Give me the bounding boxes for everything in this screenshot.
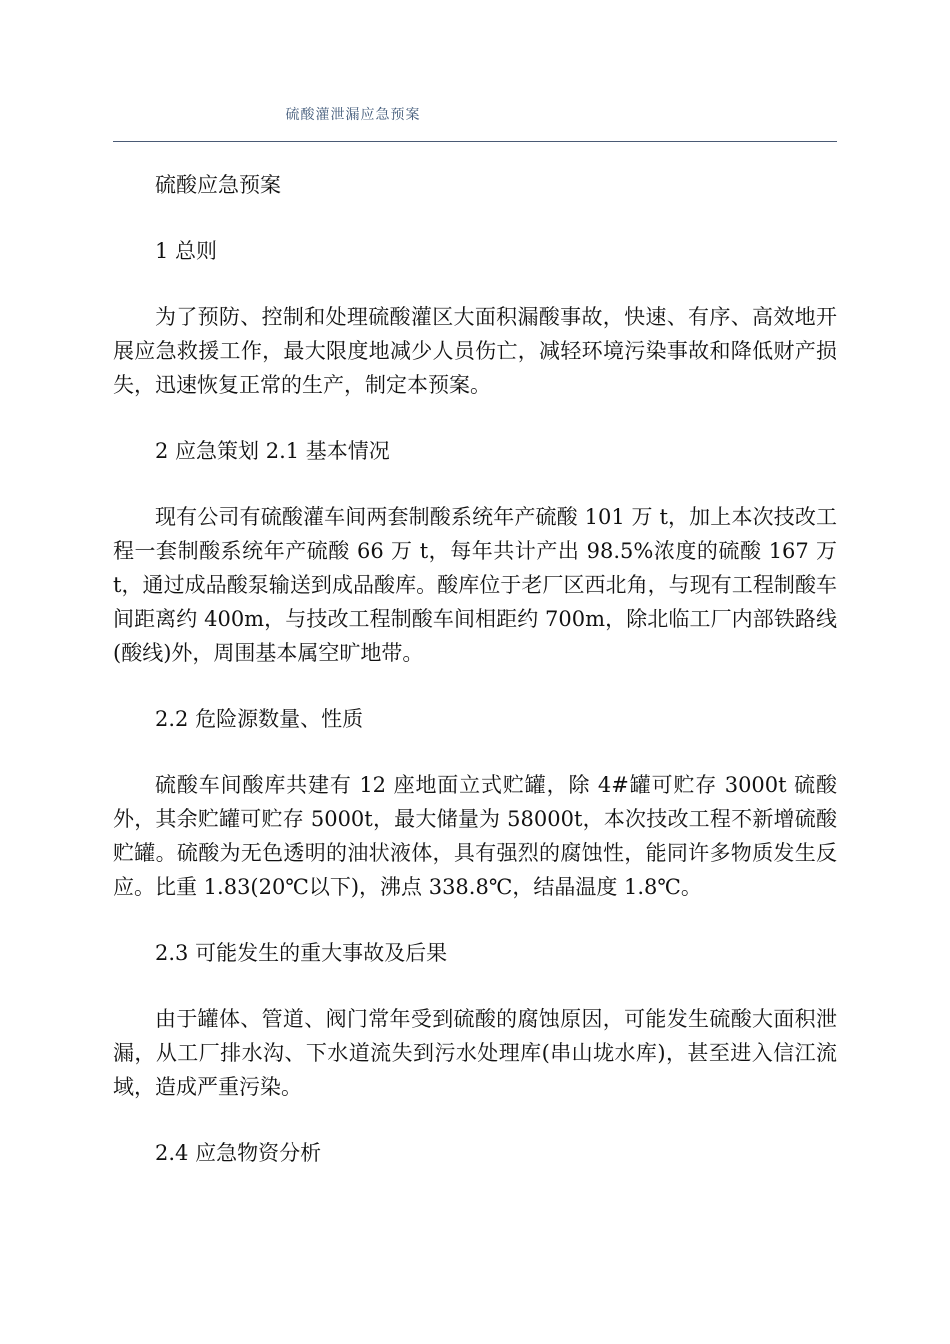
paragraph-general: 为了预防、控制和处理硫酸灌区大面积漏酸事故，快速、有序、高效地开展应急救援工作，最大限度地减少人员伤亡，减轻环境污染事故和降低财产损失，迅速恢复正常的生产，制定本预案。 xyxy=(113,305,837,397)
page-header xyxy=(113,0,837,143)
paragraph-hazard-source: 硫酸车间酸库共建有 12 座地面立式贮罐，除 4#罐可贮存 3000t 硫酸外，其余贮罐可贮存 5000t，最大储量为 58000t，本次技改工程不新增硫酸贮罐。硫酸为无色透明的油状液体，具有强烈的腐蚀性，能同许多物质发生反应。比重 1.83(20℃以下)，沸点 338.8℃，结晶温度 1.8℃。 xyxy=(113,773,837,899)
paragraph-basic-situation: 现有公司有硫酸灌车间两套制酸系统年产硫酸 101 万 t，加上本次技改工程一套制酸系统年产硫酸 66 万 t，每年共计产出 98.5%浓度的硫酸 167 万 t，通过成品酸泵输送到成品酸库。酸库位于老厂区西北角，与现有工程制酸车间距离约 400m，与技改工程制酸车间相距约 700m，除北临工厂内部铁路线(酸线)外，周围基本属空旷地带。 xyxy=(113,505,837,665)
paragraph-accident-consequences: 由于罐体、管道、阀门常年受到硫酸的腐蚀原因，可能发生硫酸大面积泄漏，从工厂排水沟、下水道流失到污水处理库(串山垅水库)，甚至进入信江流域，造成严重污染。 xyxy=(113,1007,837,1099)
document-title: 硫酸应急预案 xyxy=(155,173,281,197)
section-heading-2: 2 应急策划 2.1 基本情况 xyxy=(155,439,390,463)
header-title: 硫酸灌泄漏应急预案 xyxy=(285,107,421,123)
header-divider xyxy=(113,141,837,142)
section-heading-2-2: 2.2 危险源数量、性质 xyxy=(155,707,364,731)
section-heading-2-3: 2.3 可能发生的重大事故及后果 xyxy=(155,941,448,965)
section-heading-1: 1 总则 xyxy=(155,239,218,263)
document-body xyxy=(113,168,837,1202)
section-heading-2-4: 2.4 应急物资分析 xyxy=(155,1141,322,1165)
